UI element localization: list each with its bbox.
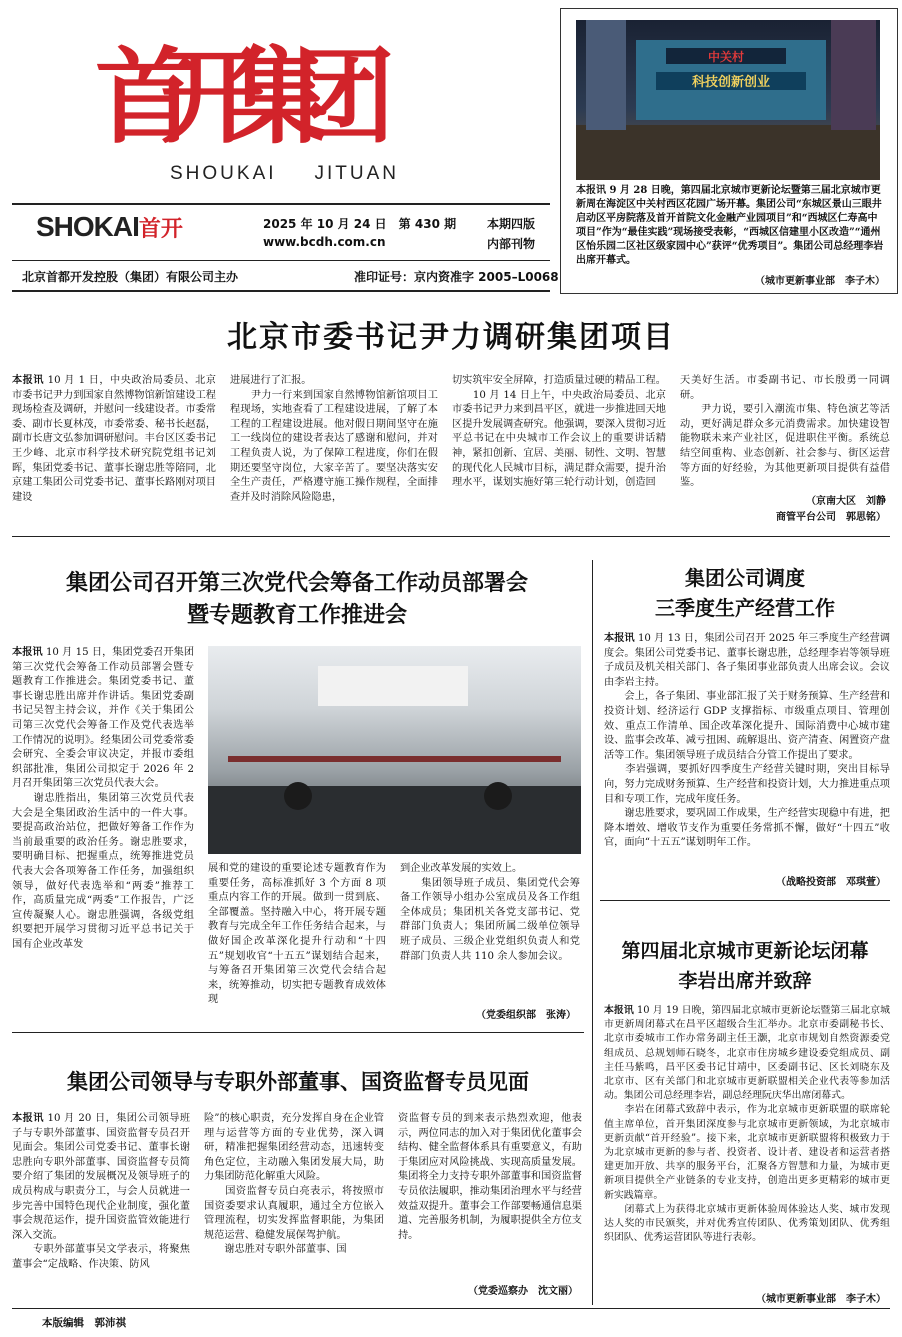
party-col-3: 到企业改革发展的实效上。 集团领导班子成员、集团党代会筹备工作领导小组办公室成员及各工作组全体成员；集团机关各党支部书记、党群部门负责人；集团所属二级单位领导班子成员、三级企业党组织负责人和党群部门负责人共 110 余人参加会议。 [400, 863, 580, 962]
photo-banner-text: 科技创新创业 [691, 75, 771, 90]
main-col-2: 进展进行了汇报。 尹力一行来到国家自然博物馆新馆项目工程现场，实地查看了工程建设进展，了解了本工程的工程建设进展。他对假日期间坚守在施工一线岗位的建设者表达了感谢和慰问，并对工程负责人说，为了保障工程进度，你们在假期还要坚守岗位，大家辛苦了。要坚决落实安全生产责任，严格遵守施工操作规程，全面排查并及时消除风险隐患， [230, 375, 438, 503]
headline-party-line1: 集团公司召开第三次党代会筹备工作动员部署会 [65, 571, 528, 596]
masthead-title-glyphs [95, 18, 395, 158]
permit-number: 准印证号：京内资准字 2005–L0068 [354, 270, 559, 284]
issue-date: 2025 年 10 月 24 日 第 430 期 [263, 217, 457, 231]
photo-caption: 本报讯 9 月 28 日晚，第四届北京城市更新论坛暨第三届北京城市更新周在海淀区中关村西区花园广场开幕。集团公司“东城区景山三眼井启动区平房院落及首开首院文化金融产业园项目”和“西城区仁寿高中项目”作为“最佳实践”现场接受表彰，“西城区信建里小区改造”“通州区怡乐园二区社区级家园中心”获评“优秀项目”。集团公司总经理李岩出席开幕式。 [576, 185, 884, 266]
dispatch-text: 10 月 13 日，集团公司召开 2025 年三季度生产经营调度会。集团公司党委书记、董事长谢忠胜，总经理李岩等领导班子成员及机关相关部门、各子集团事业部负责人出席会议。会议由李岩主持。 会上，各子集团、事业部汇报了关于财务预算、生产经营和投资计划、经济运行 GDP 支撑指标、市级重点项目、管理创效、重点工作清单、国企改革深化提升、国际消费中心城市建设、监事会改革、减亏扭困、疏解退出、资产清查、闲置资产盘活等工作。集团领导班子成员结合分管工作提出了要求。 李岩强调，要抓好四季度生产经营关键时期，突出目标导向，努力完成财务预算、生产经营和投资计划，大力推进重点项目和专项工作，完成年度任务。 谢忠胜要求，要巩固工作成果，生产经营实现稳中有进，把降本增效、增收节支作为重要任务常抓不懈，做好“十四五”收官，面向“十五五”谋划明年工作。 [604, 633, 891, 849]
party-byline: （党委组织部 张涛） [476, 1010, 576, 1021]
forum-byline: （城市更新事业部 李子木） [756, 1294, 886, 1305]
sponsor: 北京首都开发控股（集团）有限公司主办 [22, 270, 239, 284]
forum-photo-illustration [576, 20, 880, 180]
photo-sign-text: 中关村 [707, 50, 745, 64]
party-col-2: 展和党的建设的重要论述专题教育作为重要任务，高标准抓好 3 个方面 8 项重点内容工作的开展。做到一贯到底、全部覆盖。坚持融入中心，将开展专题教育与完成全年工作任务结合起来，与做好国企改革深化提升行动和“十四五”规划收官“十五五”谋划结合起来，与筹备召开集团第三次党代会结合起来，统筹推动，切实把专题教育成效体现 [208, 863, 386, 1006]
pinyin-shoukai: SHOUKAI [170, 163, 277, 184]
party-col-1 [12, 646, 194, 952]
main-col-4: 天美好生活。市委副书记、市长殷勇一同调研。 尹力说，要引入潮流市集、特色演艺等活动，更好满足群众多元消费需求。加快建设智能物联未来产业社区，促进职住平衡。系统总结空间重构、业态创新、社会参与、街区运营等方面的好经验，为其他更新项目提供有益借鉴。 [680, 375, 890, 489]
headline-main: 北京市委书记尹力调研集团项目 [227, 320, 675, 355]
issue-pages: 本期四版 [487, 217, 536, 231]
headline-forum-line2: 李岩出席并致辞 [678, 970, 812, 992]
headline-forum-line1: 第四届北京城市更新论坛闭幕 [621, 940, 869, 962]
directors-col-2: 险”的核心职责，充分发挥自身在企业管理与运营等方面的专业优势，深入调研，精准把握集团经营动态，迅速转变角色定位，主动融入集团发展大局，助力集团防范化解重大风险。 国资监督专员白亮表示，将按照市国资委要求认真履职，通过全方位嵌入管理流程，切实发挥监督职能，为集团规范运营、稳健发展保驾护航。 谢忠胜对专职外部董事、国 [204, 1113, 384, 1256]
main-col1-text: 10 月 1 日，中央政治局委员、北京市委书记尹力到国家自然博物馆新馆建设工程现场检查及调研，并慰问一线建设者。市委常委、副市长夏林茂，市委常委、秘书长赵磊，副市长唐文弘参加调研慰问。丰台区区委书记王少峰、北京市科学技术研究院党组书记刘晖，集团党委书记、董事长谢忠胜等陪同，北京建工集团公司党委书记、董事长路刚对项目建设 [12, 375, 216, 503]
masthead-mid-rule [12, 260, 550, 261]
forum-text: 10 月 19 日晚，第四届北京城市更新论坛暨第三届北京城市更新周闭幕式在昌平区超级合生汇举办。北京市委副秘书长、北京市委城市工作办常务副主任王灏，北京市规划自然资源委党组成员、总规划师石晓冬，北京市住房城乡建设委党组成员、副主任马紫鸣，昌平区委书记甘靖中，区委副书记、区长刘晓东及北京市、区有关部门和北京城市更新联盟相关企业代表等参加活动。集团公司总经理李岩，副总经理阮庆华出席闭幕式。 李岩在闭幕式致辞中表示，作为北京城市更新联盟的联席轮值主席单位，首开集团深度参与北京城市更新领域，为北京城市更新贡献“首开经验”。接下来，北京城市更新联盟将积极致力于为北京城市更新的参与者、投资者、设计者、建设者和运营者搭建更加开放、共享的服务平台，汇聚各方智慧和力量，为城市更新项目提供全产业链条的专业支持，创造出更多更精彩的城市更新实践篇章。 闭幕式上为获得北京城市更新体验周体验达人奖、城市发现达人奖的市民颁奖，并对优秀宣传团队、优秀策划团队、优秀组织团队、优秀运营团队等进行表彰。 [604, 1005, 890, 1244]
masthead-pinyin [170, 163, 437, 185]
logo-latin: SHOKAI [36, 211, 139, 242]
dispatch-lead: 本报讯 [604, 633, 635, 644]
page-editor: 本版编辑 郭沛祺 [42, 1317, 126, 1329]
forum-opening-photo [576, 20, 880, 180]
footer-rule [12, 1308, 890, 1309]
main-lead: 本报讯 [12, 375, 44, 386]
shokai-logo [36, 211, 183, 243]
forum-body [604, 1004, 890, 1245]
party-meeting-photo [208, 646, 581, 854]
internal-label: 内部刊物 [487, 237, 536, 251]
forum-lead: 本报讯 [604, 1005, 634, 1016]
website: www.bcdh.com.cn [263, 235, 386, 249]
section-rule-1 [12, 536, 890, 537]
masthead-calligraphy-title [95, 18, 395, 158]
directors-col-1 [12, 1112, 190, 1273]
masthead-title-text: 首开集团 [95, 35, 395, 158]
main-col-3: 切实筑牢安全屏障，打造质量过硬的精品工程。 10 月 14 日上午，中央政治局委员、北京市委书记尹力来到昌平区，就进一步推进回天地区提升发展调查研究。他强调，要深入贯彻习近平总书记在中央城市工作会议上的重要讲话精神，紧扣创新、宜居、美丽、韧性、文明、智慧的现代化人民城市目标，满足群众需要，提升治理水平，谋划实施好第三轮行动计划，创造回 [452, 375, 666, 489]
headline-dispatch-line1: 集团公司调度 [685, 566, 805, 590]
main-byline-1: （京南大区 刘静 [806, 496, 886, 507]
dispatch-body [604, 632, 890, 851]
headline-party-line2: 暨专题教育工作推进会 [186, 603, 407, 628]
party-meeting-illustration [208, 646, 581, 854]
pinyin-jituan: JITUAN [314, 163, 400, 184]
headline-directors: 集团公司领导与专职外部董事、国资监督专员见面 [67, 1070, 529, 1094]
party-lead: 本报讯 [12, 647, 43, 658]
headline-dispatch-line2: 三季度生产经营工作 [655, 596, 835, 620]
directors-byline: （党委巡察办 沈文丽） [468, 1286, 578, 1297]
party-col1-text: 10 月 15 日，集团党委召开集团第三次党代会筹备工作动员部署会暨专题教育工作推进会。集团党委书记、董事长谢忠胜出席并作讲话。集团党委副书记吴智主持会议，并作《关于集团公司第三次党代会筹备工作及党代表选举工作情况的说明》。经集团公司党委常委会研究、全委会审议决定，并报市委组织部批准，集团公司拟定于 2026 年 2 月召开集团第三次党员代表大会。 谢忠胜指出，集团第三次党员代表大会是全集团政治生活中的一件大事。要提高政治站位，把做好筹备工作作为当前最重要的政治任务。谢忠胜要求，要明确目标、把握重点，统筹推进党员代表大会各项筹备工作任务，加强组织领导，做好代表选举和“两委”推荐工作，高质量完成“两委”工作报告，广泛宣传凝聚人心。谢忠胜强调，各级党组织要把开展学习贯彻习近平总书记关于国有企业改革发 [12, 647, 195, 950]
dispatch-byline: （战略投资部 邓琪萱） [776, 877, 886, 888]
main-byline-2: 商管平台公司 郭思铭） [776, 512, 886, 523]
photo-byline: （城市更新事业部 李子木） [755, 276, 885, 287]
main-col-1 [12, 374, 216, 505]
directors-col1-text: 10 月 20 日，集团公司领导班子与专职外部董事、国资监督专员召开见面会。集团公司党委书记、董事长谢忠胜向专职外部董事、国资监督专员简要介绍了集团的发展概况及领导班子的成员构成与职责分工，与会人员就进一步完善中国特色现代企业制度，强化董事会规范运作，提升国资监管效能进行深入交流。 专职外部董事吴文学表示，将聚焦董事会“定战略、作决策、防风 [12, 1113, 191, 1270]
section-rule-2 [12, 1032, 584, 1033]
logo-chinese: 首开 [138, 217, 183, 242]
directors-lead: 本报讯 [12, 1113, 44, 1124]
directors-col-3: 资监督专员的到来表示热烈欢迎，他表示，两位同志的加入对于集团优化董事会结构、健全监督体系具有重要意义，有助于集团应对风险挑战、实现高质量发展。集团将全力支持专职外部董事和国资监督专员依法履职，推动集团治理水平与经营效益双提升。董事会工作部要畅通信息渠道、完善服务机制，为履职提供全方位支持。 [398, 1113, 582, 1241]
section-rule-right [600, 900, 890, 901]
column-separator [592, 560, 593, 1305]
masthead-bottom-rule [12, 290, 550, 292]
masthead-top-rule [12, 203, 550, 205]
